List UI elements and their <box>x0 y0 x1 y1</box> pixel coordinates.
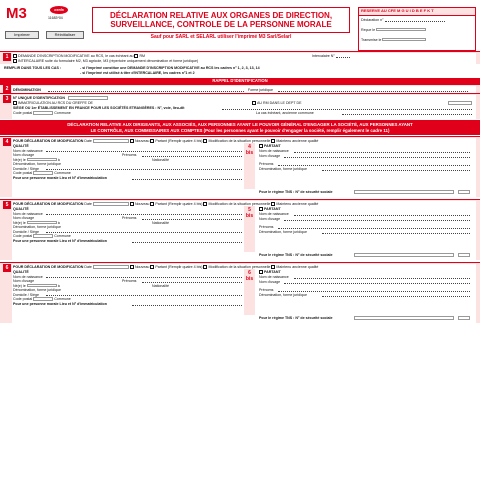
ne-le-label: Né(e) le <box>13 283 26 288</box>
prenoms-field[interactable] <box>142 279 242 283</box>
ne-le-label: Né(e) le <box>13 157 26 162</box>
section-number: 2 <box>3 85 11 93</box>
commune-label: Commune <box>54 297 71 301</box>
domicile-label: Domicile / Siège <box>13 166 39 171</box>
pour-label: POUR DÉCLARATION DE MODIFICATION <box>13 265 84 269</box>
bis-denomination-label: Dénomination, forme juridique <box>259 293 307 297</box>
date-label: Date <box>84 139 92 143</box>
nom-usage-label: Nom d'usage <box>13 153 35 157</box>
nouveau-label: Nouveau <box>134 265 150 269</box>
maintenu-checkbox[interactable] <box>271 202 275 206</box>
ne-le-field[interactable] <box>27 221 57 225</box>
a-label: à <box>57 283 60 288</box>
section-number: 3 <box>3 95 11 103</box>
s1-line1: DEMANDE D'INSCRIPTION MODIFICATIVE au RCS, le cas échéant au <box>18 54 134 58</box>
rules-line-2: - si l'imprimé est utilisé à titre d'INTERCALAIRE, les cadres n°1 et 2 <box>80 71 195 75</box>
cp-field[interactable] <box>33 234 53 238</box>
section-1 <box>0 51 480 64</box>
cp-field[interactable] <box>33 111 53 115</box>
prenoms-field[interactable] <box>142 216 242 220</box>
intercalaire-label: Intercalaire N° <box>312 54 335 58</box>
denomination-label: DÉNOMINATION <box>13 87 41 92</box>
rm-label: RM <box>139 54 146 58</box>
section-3 <box>0 93 480 119</box>
bis-nom-naissance-field[interactable] <box>294 212 470 216</box>
commune-label: Commune <box>54 171 71 175</box>
declaration-field[interactable] <box>385 21 445 22</box>
dept-field[interactable] <box>448 101 472 105</box>
reserve-cfe-box <box>358 7 476 51</box>
s1-line2: INTERCALAIRE suite du formulaire M2, M3 agricole, M3 (répertoire uniquement dénomination et forme juridique) <box>18 59 199 63</box>
pour-pm-label: Pour une personne morale Lieu et N° d'immatriculation <box>13 176 107 180</box>
pour-pm-field[interactable] <box>132 239 242 243</box>
maintenu-checkbox[interactable] <box>271 139 275 143</box>
partant-label: Partant (Remplir quatre 4 bis) <box>155 265 203 269</box>
bis-partant-label: PARTANT <box>264 144 281 148</box>
tns-key-field[interactable] <box>458 316 470 320</box>
siege-label: SIÈGE OU 1er ÉTABLISSEMENT EN FRANCE POUR LES SOCIÉTÉS ETRANGÈRES : N°, voie, lieu-dit <box>13 106 185 110</box>
date-label: Date <box>84 202 92 206</box>
commune-label: Commune <box>54 111 71 115</box>
bis-prenoms-field[interactable] <box>278 288 470 292</box>
prenoms-field[interactable] <box>142 153 242 157</box>
nom-naissance-field[interactable] <box>46 274 242 278</box>
prenoms-label: Prénoms <box>122 279 137 283</box>
nouveau-label: Nouveau <box>134 202 150 206</box>
denomination-label: Dénomination, forme juridique <box>13 162 61 166</box>
partant-label: Partant (Remplir quatre 4 bis) <box>155 139 203 143</box>
maintenu-label: Maintenu ancienne qualité <box>276 265 319 269</box>
bis-prenoms-field[interactable] <box>278 225 470 229</box>
ancien-commune-label: La cas échéant, ancienne commune <box>256 111 314 115</box>
pour-label: POUR DÉCLARATION DE MODIFICATION <box>13 202 84 206</box>
date-field[interactable] <box>93 265 129 269</box>
bis-nom-naissance-label: Nom de naissance <box>259 275 289 279</box>
declaration-label: Déclaration n° <box>361 17 384 22</box>
tns-field[interactable] <box>354 190 454 194</box>
bis-nom-naissance-field[interactable] <box>294 149 470 153</box>
qualite-label: QUALITÉ <box>13 270 29 274</box>
nouveau-checkbox[interactable] <box>130 139 134 143</box>
intercalaire-field[interactable] <box>336 57 350 58</box>
modif-checkbox[interactable] <box>203 139 207 143</box>
section-number: 4 <box>3 138 11 146</box>
band-line-2: LE CONTRÔLE, AUX COMMISSAIRES AUX COMPTES (Pour les personnes ayant le pouvoir d'engager la société, remplir également le cadre 11) <box>90 127 390 133</box>
bis-nom-naissance-label: Nom de naissance <box>259 149 289 153</box>
nom-naissance-field[interactable] <box>46 211 242 215</box>
intercalaire-checkbox[interactable] <box>13 59 17 63</box>
domicile-field[interactable] <box>46 292 242 296</box>
immat-label: IMMATRICULATION AU RCS DU GREFFE DE <box>18 101 93 105</box>
cp-label: Code postal <box>13 234 33 238</box>
recu-field[interactable] <box>376 28 426 32</box>
rules-line-1: - si l'imprimé constitue une DEMANDE D'INSCRIPTION MODIFICATIVE au RCS les cadres n° 1, 2, 3, 13, 14 <box>80 66 260 70</box>
bis-denomination-field[interactable] <box>322 230 470 234</box>
bis-denomination-label: Dénomination, forme juridique <box>259 230 307 234</box>
tns-key-field[interactable] <box>458 253 470 257</box>
ne-le-label: Né(e) le <box>13 220 26 225</box>
immat-rcs-checkbox[interactable] <box>13 101 17 105</box>
nom-usage-label: Nom d'usage <box>13 279 35 283</box>
pour-pm-field[interactable] <box>132 176 242 180</box>
qualite-label: QUALITÉ <box>13 144 29 148</box>
bis-marker <box>244 143 255 189</box>
transmise-field[interactable] <box>382 38 426 42</box>
pour-pm-field[interactable] <box>132 302 242 306</box>
tns-field[interactable] <box>354 316 454 320</box>
nouveau-checkbox[interactable] <box>130 202 134 206</box>
rm-dept-label: AU RM DANS LE DEPT DE <box>257 101 302 105</box>
domicile-field[interactable] <box>46 166 242 170</box>
maintenu-checkbox[interactable] <box>271 265 275 269</box>
bis-nom-usage-field[interactable] <box>284 217 470 221</box>
transmise-label: Transmise le <box>361 37 382 42</box>
bis-prenoms-field[interactable] <box>278 162 470 166</box>
cp-label: Code postal <box>13 111 33 115</box>
forme-field[interactable] <box>278 87 468 92</box>
bis-nom-usage-field[interactable] <box>284 280 470 284</box>
print-button[interactable]: Imprimer <box>5 31 39 39</box>
domicile-label: Domicile / Siège <box>13 229 39 234</box>
form-code: M3 <box>6 5 27 22</box>
bis-partant-label: PARTANT <box>264 207 281 211</box>
bis-partant-checkbox[interactable] <box>259 207 263 211</box>
section-2 <box>0 84 480 93</box>
nom-naissance-field[interactable] <box>46 148 242 152</box>
date-field[interactable] <box>93 202 129 206</box>
pour-pm-label: Pour une personne morale Lieu et N° d'immatriculation <box>13 302 107 306</box>
forme-label: Forme juridique <box>248 87 273 92</box>
declaration-band <box>0 120 480 135</box>
rcs-checkbox[interactable] <box>13 54 17 58</box>
nom-naissance-label: Nom de naissance <box>13 274 43 279</box>
date-field[interactable] <box>93 139 129 143</box>
siren-field[interactable] <box>68 96 108 100</box>
section-number: 1 <box>3 53 11 61</box>
cp-label: Code postal <box>13 297 33 301</box>
title-line-1: DÉCLARATION RELATIVE AUX ORGANES DE DIRECTION, <box>109 11 333 20</box>
bis-prenoms-label: Prénoms <box>259 288 274 292</box>
section-number: 5 <box>3 201 11 209</box>
bis-number: 6 bis <box>245 270 254 282</box>
nom-naissance-label: Nom de naissance <box>13 148 43 153</box>
bis-prenoms-label: Prénoms <box>259 162 274 166</box>
person-section-6 <box>0 262 480 323</box>
rappel-band: RAPPEL D'IDENTIFICATION <box>0 78 480 84</box>
recu-label: Reçue le <box>361 27 376 32</box>
tns-label: Pour le régime TNS : N° de sécurité sociale <box>259 190 333 194</box>
modif-label: Modification de la situation personnelle <box>208 265 271 269</box>
header <box>0 0 480 48</box>
bis-prenoms-label: Prénoms <box>259 225 274 229</box>
denomination-label: Dénomination, forme juridique <box>13 288 61 292</box>
modif-checkbox[interactable] <box>203 265 207 269</box>
bis-partant-checkbox[interactable] <box>259 144 263 148</box>
cp-label: Code postal <box>13 171 33 175</box>
partant-checkbox[interactable] <box>150 202 154 206</box>
bis-nom-usage-field[interactable] <box>284 154 470 158</box>
bis-nom-naissance-label: Nom de naissance <box>259 212 289 216</box>
ne-le-field[interactable] <box>27 284 57 288</box>
rm-checkbox[interactable] <box>134 54 138 58</box>
tns-key-field[interactable] <box>458 190 470 194</box>
subtitle: Sauf pour SARL et SELARL utiliser l'imprimé M3 Sarl/Selarl <box>150 34 292 40</box>
nationalite-label: Nationalité <box>152 157 169 162</box>
partant-label: Partant (Remplir quatre 4 bis) <box>155 202 203 206</box>
denomination-label: Dénomination, forme juridique <box>13 225 61 229</box>
tns-field[interactable] <box>354 253 454 257</box>
modif-label: Modification de la situation personnelle <box>208 139 271 143</box>
bis-denomination-field[interactable] <box>322 293 470 297</box>
bis-nom-usage-label: Nom d'usage <box>259 154 281 158</box>
bis-nom-naissance-field[interactable] <box>294 275 470 279</box>
section-number: 6 <box>3 264 11 272</box>
ne-le-field[interactable] <box>27 158 57 162</box>
pour-label: POUR DÉCLARATION DE MODIFICATION <box>13 139 84 143</box>
a-label: à <box>57 157 60 162</box>
reserve-title: RESERVE AU CFE M G U I D B E F K T <box>359 8 475 16</box>
bis-marker <box>244 269 255 315</box>
band-line-1: DÉCLARATION RELATIVE AUX DIRIGEANTS, AUX ASSOCIÉS, AUX PERSONNES AYANT LE POUVOIR GÉNÉRAL D'ENGAGER LA SOCIÉTÉ, AUX PERSONNES AYANT <box>67 121 413 127</box>
pour-pm-label: Pour une personne morale Lieu et N° d'immatriculation <box>13 239 107 243</box>
cp-field[interactable] <box>33 297 53 301</box>
nationalite-label: Nationalité <box>152 220 169 225</box>
prenoms-label: Prénoms <box>122 216 137 220</box>
person-section-5 <box>0 199 480 260</box>
maintenu-label: Maintenu ancienne qualité <box>276 139 319 143</box>
modif-label: Modification de la situation personnelle <box>208 202 271 206</box>
bis-denomination-field[interactable] <box>322 167 470 171</box>
title-line-2: SURVEILLANCE, CONTROLE DE LA PERSONNE MORALE <box>110 20 332 29</box>
cp-field[interactable] <box>33 171 53 175</box>
bis-nom-usage-label: Nom d'usage <box>259 217 281 221</box>
domicile-label: Domicile / Siège <box>13 292 39 297</box>
siren-label: N° UNIQUE D'IDENTIFICATION <box>13 96 65 100</box>
bis-number: 4 bis <box>245 144 254 156</box>
person-section-4 <box>0 136 480 197</box>
nom-usage-label: Nom d'usage <box>13 216 35 220</box>
modif-checkbox[interactable] <box>203 202 207 206</box>
bis-nom-usage-label: Nom d'usage <box>259 280 281 284</box>
ancien-commune-field[interactable] <box>342 110 472 115</box>
tns-label: Pour le régime TNS : N° de sécurité sociale <box>259 253 333 257</box>
bis-marker <box>244 206 255 252</box>
tns-label: Pour le régime TNS : N° de sécurité sociale <box>259 316 333 320</box>
reset-button[interactable]: Réinitialiser <box>46 31 84 39</box>
cerfa-logo: cerfa <box>50 6 68 14</box>
bis-number: 5 bis <box>245 207 254 219</box>
nouveau-label: Nouveau <box>134 139 150 143</box>
nationalite-label: Nationalité <box>152 283 169 288</box>
prenoms-label: Prénoms <box>122 153 137 157</box>
date-label: Date <box>84 265 92 269</box>
form-title <box>92 7 350 33</box>
nom-naissance-label: Nom de naissance <box>13 211 43 216</box>
commune-label: Commune <box>54 234 71 238</box>
bis-denomination-label: Dénomination, forme juridique <box>259 167 307 171</box>
partant-checkbox[interactable] <box>150 139 154 143</box>
denomination-field[interactable] <box>48 87 244 92</box>
maintenu-label: Maintenu ancienne qualité <box>276 202 319 206</box>
bis-partant-checkbox[interactable] <box>259 270 263 274</box>
cerfa-number: 11683*04 <box>48 16 63 20</box>
qualite-label: QUALITÉ <box>13 207 29 211</box>
nouveau-checkbox[interactable] <box>130 265 134 269</box>
rules-label: REMPLIR DANS TOUS LES CAS : <box>4 66 62 70</box>
partant-checkbox[interactable] <box>150 265 154 269</box>
a-label: à <box>57 220 60 225</box>
domicile-field[interactable] <box>46 229 242 233</box>
bis-partant-label: PARTANT <box>264 270 281 274</box>
